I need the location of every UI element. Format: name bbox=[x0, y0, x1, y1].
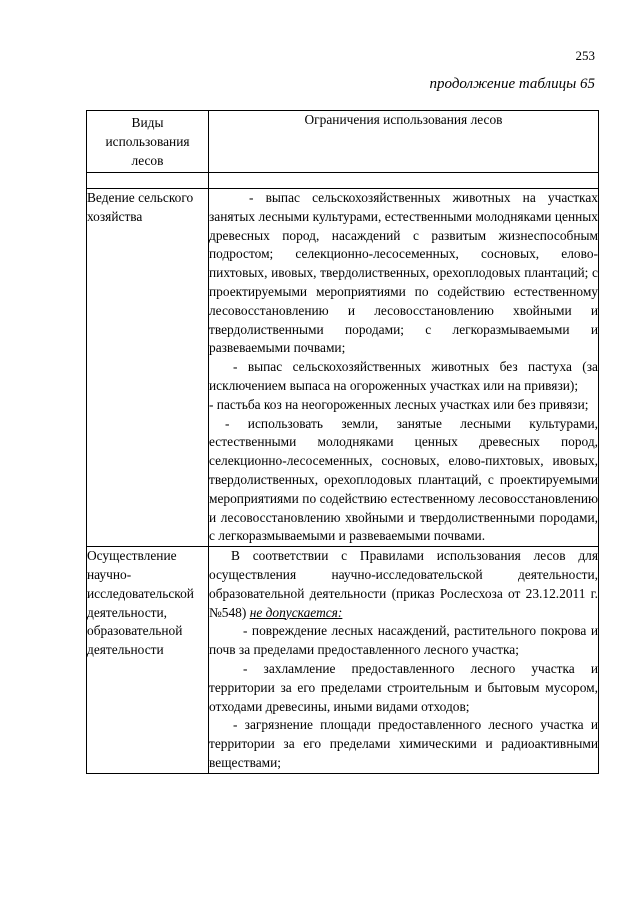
header-restrictions: Ограничения использования лесов bbox=[209, 111, 599, 173]
row-name-research-education: Осуществление научно-исследовательской деятельности, образовательной деятельности bbox=[87, 547, 209, 774]
row-restrictions-agriculture bbox=[209, 189, 599, 547]
restriction-paragraph: - пастьба коз на неогороженных лесных участках или без привязи; bbox=[209, 396, 589, 412]
restriction-paragraph: - выпас сельскохозяйственных животных без пастуха (за исключением выпаса на огороженных участках или на привязи); bbox=[209, 359, 598, 393]
row-restrictions-research-education bbox=[209, 547, 599, 774]
table-row-agriculture bbox=[87, 189, 599, 547]
table-continuation-label: продолжение таблицы 65 bbox=[429, 76, 595, 92]
header-forest-use-types: Виды использования лесов bbox=[87, 111, 209, 173]
intro-text: В соответствии с Правилами использования лесов для осуществления научно-исследовательской деятельности, образовательной деятельности (приказ Рослесхоза от 23.12.2011 г. №548) bbox=[209, 548, 598, 620]
restriction-paragraph: - выпас сельскохозяйственных животных на участках занятых лесными культурами, естественными молодняками ценных древесных пород, насаждений с развитым жизнеспособным подростом; селекционно-лесосеменных, сосновых, елово-пихтовых, ивовых, твердолиственных, орехоплодовых плантаций; с проектируемыми мероприятиями по содействию естественному лесовосстановлению и лесовосстановлению хвойными и твердолиственными породами; с легкоразмываемыми и развеваемыми почвами; bbox=[209, 190, 598, 356]
restriction-paragraph: - использовать земли, занятые лесными культурами, естественными молодняками ценных древесных пород, селекционно-лесосеменных, сосновых, елово-пихтовых, ивовых, твердолиственных, орехоплодовых плантаций, с проектируемыми мероприятиями по содействию естественному лесовосстановлению и лесовосстановлению хвойными и твердолиственными породами, с легкоразмываемыми и развеваемыми почвами. bbox=[209, 415, 598, 544]
not-allowed-emphasis: не допускается: bbox=[249, 604, 343, 620]
intro-paragraph bbox=[209, 547, 598, 622]
restriction-paragraph: - загрязнение площади предоставленного лесного участка и территории за его пределами химическими и радиоактивными веществами; bbox=[209, 717, 598, 770]
restrictions-table bbox=[86, 110, 599, 774]
row-name-agriculture: Ведение сельского хозяйства bbox=[87, 189, 209, 547]
table-row-research-education bbox=[87, 547, 599, 774]
table-header-row bbox=[87, 111, 599, 173]
table-spacer-row bbox=[87, 173, 599, 189]
restriction-paragraph: - повреждение лесных насаждений, растительного покрова и почв за пределами предоставленного лесного участка; bbox=[209, 623, 598, 658]
restriction-paragraph: - захламление предоставленного лесного участка и территории за его пределами строительным и бытовым мусором, отходами древесины, иными видами отходов; bbox=[209, 660, 598, 714]
page-number: 253 bbox=[575, 48, 595, 63]
